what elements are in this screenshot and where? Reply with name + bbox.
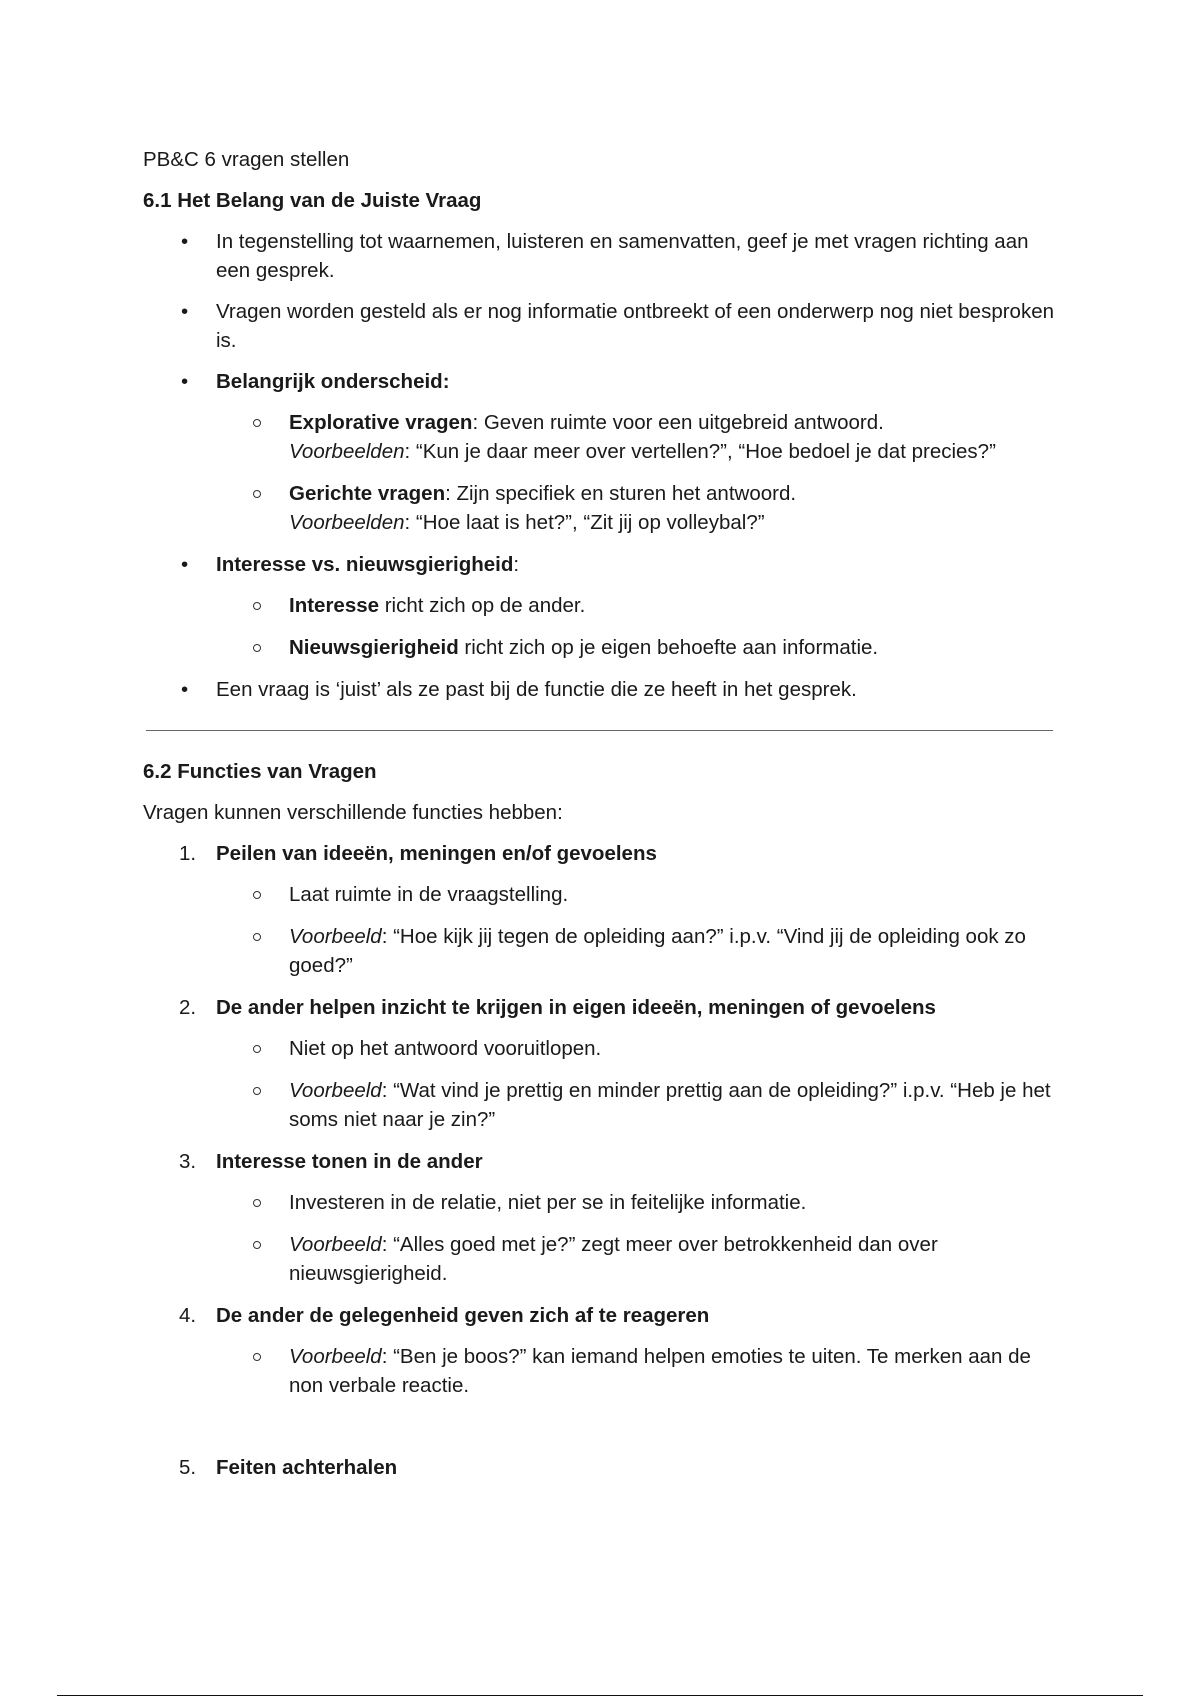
sub-list-item	[143, 880, 1055, 909]
list-item: • Een vraag is ‘juist’ als ze past bij de functie die ze heeft in het gesprek.	[143, 675, 1055, 704]
example-label: Voorbeeld	[289, 1233, 382, 1256]
sub-item-text: : “Wat vind je prettig en minder prettig aan de opleiding?” i.p.v. “Heb je het soms niet naar je zin?”	[289, 1079, 1051, 1131]
bullet-icon: •	[181, 300, 189, 323]
numbered-list	[143, 839, 1055, 1482]
sub-list-item	[143, 1230, 1055, 1288]
sub-list-item: Explorative vragen: Geven ruimte voor een uitgebreid antwoord. Voorbeelden: “Kun je daar meer over vertellen?”, “Hoe bedoel je dat precies?”	[143, 408, 1055, 466]
circle-bullet-icon	[253, 1353, 261, 1361]
numbered-list-item	[143, 1453, 1055, 1482]
sub-list-item	[143, 922, 1055, 980]
list-number: 3.	[179, 1150, 197, 1173]
sub-list-item: Gerichte vragen: Zijn specifiek en sturen het antwoord. Voorbeelden: “Hoe laat is het?”, “Zit jij op volleybal?”	[143, 479, 1055, 537]
list-item: • Vragen worden gesteld als er nog informatie ontbreekt of een onderwerp nog niet besproken is.	[143, 297, 1055, 355]
horizontal-divider	[146, 730, 1053, 731]
numbered-list-item	[143, 839, 1055, 868]
sub-item-text: Niet op het antwoord vooruitlopen.	[289, 1037, 602, 1060]
numbered-list-item	[143, 993, 1055, 1022]
circle-bullet-icon	[253, 1241, 261, 1249]
sub-list-item: Nieuwsgierigheid richt zich op je eigen behoefte aan informatie.	[143, 633, 1055, 662]
circle-bullet-icon	[253, 419, 261, 427]
numbered-list-item	[143, 1147, 1055, 1176]
sub-item-text: Laat ruimte in de vraagstelling.	[289, 883, 569, 906]
section-1-heading: 6.1 Het Belang van de Juiste Vraag	[143, 189, 482, 212]
section-2-heading: 6.2 Functies van Vragen	[143, 760, 377, 783]
list-item-title: Peilen van ideeën, meningen en/of gevoelens	[216, 842, 657, 865]
list-item: • Interesse vs. nieuwsgierigheid:	[143, 550, 1055, 579]
document-page	[143, 140, 1055, 1494]
document-title: PB&C 6 vragen stellen	[143, 148, 350, 171]
list-item: • Belangrijk onderscheid:	[143, 367, 1055, 396]
sub-item-text: Investeren in de relatie, niet per se in feitelijke informatie.	[289, 1191, 807, 1214]
circle-bullet-icon	[253, 1087, 261, 1095]
bullet-icon: •	[181, 553, 189, 576]
sub-list-item	[143, 1076, 1055, 1134]
list-item-title: De ander helpen inzicht te krijgen in eigen ideeën, meningen of gevoelens	[216, 996, 936, 1019]
bullet-icon: •	[181, 678, 189, 701]
list-item: • In tegenstelling tot waarnemen, luisteren en samenvatten, geef je met vragen richting aan een gesprek.	[143, 227, 1055, 285]
circle-bullet-icon	[253, 933, 261, 941]
list-item-title: Interesse tonen in de ander	[216, 1150, 483, 1173]
spacer	[143, 1413, 1055, 1453]
sub-list-item	[143, 1034, 1055, 1063]
circle-bullet-icon	[253, 644, 261, 652]
list-number: 2.	[179, 996, 197, 1019]
circle-bullet-icon	[253, 602, 261, 610]
circle-bullet-icon	[253, 1045, 261, 1053]
page-bottom-rule	[57, 1695, 1143, 1696]
circle-bullet-icon	[253, 891, 261, 899]
bullet-icon: •	[181, 230, 189, 253]
sub-list-item	[143, 1188, 1055, 1217]
list-item-title: Feiten achterhalen	[216, 1456, 398, 1479]
sub-item-text: : “Alles goed met je?” zegt meer over betrokkenheid dan over nieuwsgierigheid.	[289, 1233, 938, 1285]
list-number: 5.	[179, 1456, 197, 1479]
sub-list-item	[143, 1342, 1055, 1400]
example-label: Voorbeeld	[289, 925, 382, 948]
numbered-list-item	[143, 1301, 1055, 1330]
sub-item-text: : “Hoe kijk jij tegen de opleiding aan?” i.p.v. “Vind jij de opleiding ook zo goed?”	[289, 925, 1026, 977]
example-label: Voorbeeld	[289, 1079, 382, 1102]
bullet-icon: •	[181, 370, 189, 393]
circle-bullet-icon	[253, 490, 261, 498]
sub-item-text: : “Ben je boos?” kan iemand helpen emoties te uiten. Te merken aan de non verbale reactie.	[289, 1345, 1031, 1397]
list-number: 1.	[179, 842, 197, 865]
list-item-title: De ander de gelegenheid geven zich af te reageren	[216, 1304, 710, 1327]
list-number: 4.	[179, 1304, 197, 1327]
section-2-intro: Vragen kunnen verschillende functies hebben:	[143, 801, 563, 824]
sub-list-item: Interesse richt zich op de ander.	[143, 591, 1055, 620]
example-label: Voorbeeld	[289, 1345, 382, 1368]
circle-bullet-icon	[253, 1199, 261, 1207]
